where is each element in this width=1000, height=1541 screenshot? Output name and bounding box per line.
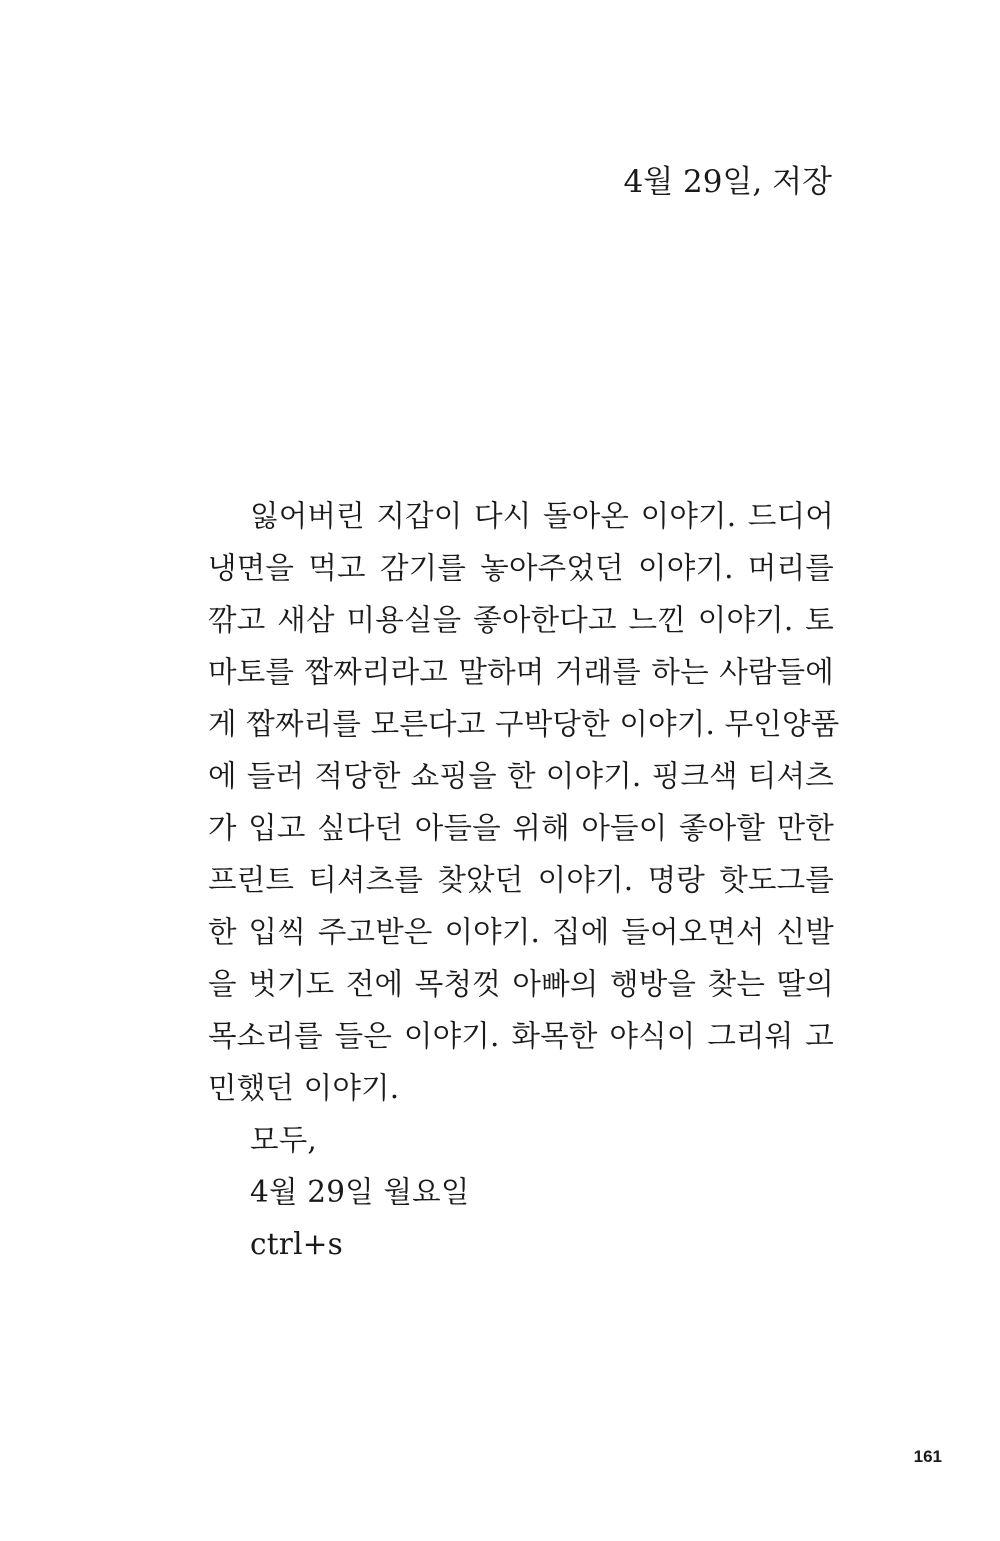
paragraph-line: 가 입고 싶다던 아들을 위해 아들이 좋아할 만한: [208, 811, 834, 845]
closing-shortcut: ctrl+s: [250, 1227, 343, 1261]
main-paragraph: [208, 490, 840, 1114]
closing-line: 모두,: [250, 1123, 317, 1157]
paragraph-line: 을 벗기도 전에 목청껏 아빠의 행방을 찾는 딸의: [208, 967, 834, 1001]
paragraph-line: 마토를 짭짜리라고 말하며 거래를 하는 사람들에: [208, 655, 834, 689]
paragraph-line: 한 입씩 주고받은 이야기. 집에 들어오면서 신발: [208, 915, 834, 949]
paragraph-line: 에 들러 적당한 쇼핑을 한 이야기. 핑크색 티셔츠: [208, 759, 834, 793]
closing-block: [208, 1114, 834, 1270]
paragraph-line: 냉면을 먹고 감기를 놓아주었던 이야기. 머리를: [208, 551, 834, 585]
paragraph-line: 프린트 티셔츠를 찾았던 이야기. 명랑 핫도그를: [208, 863, 834, 897]
page-number: 161: [913, 1447, 942, 1466]
paragraph-line: 목소리를 들은 이야기. 화목한 야식이 그리워 고: [208, 1019, 834, 1053]
paragraph-line: 깎고 새삼 미용실을 좋아한다고 느낀 이야기. 토: [208, 603, 834, 637]
chapter-title: 4월 29일, 저장: [623, 164, 832, 200]
paragraph-line: 게 짭짜리를 모른다고 구박당한 이야기. 무인양품: [208, 707, 840, 741]
closing-date: 4월 29일 월요일: [250, 1175, 470, 1209]
body-text: [208, 490, 840, 1270]
paragraph-line: 민했던 이야기.: [208, 1071, 400, 1105]
paragraph-line: 잃어버린 지갑이 다시 돌아온 이야기. 드디어: [250, 499, 834, 533]
